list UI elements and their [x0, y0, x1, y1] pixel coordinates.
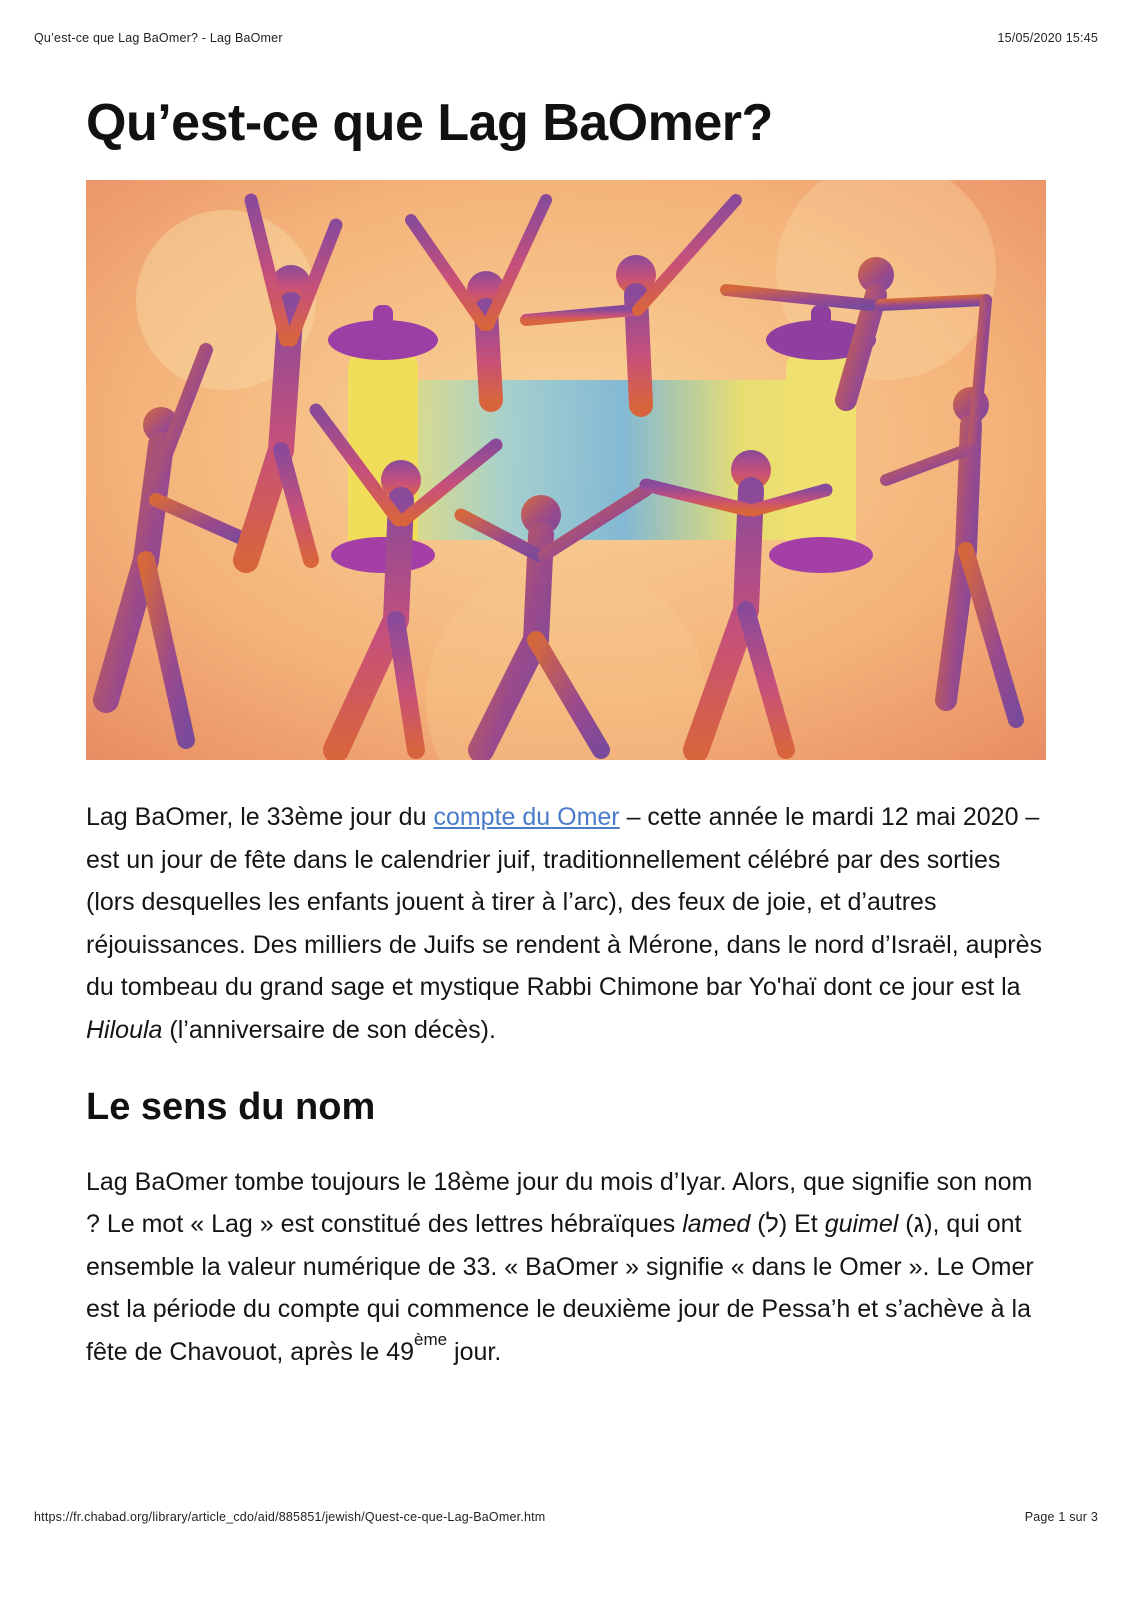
intro-text-3: (l’anniversaire de son décès).	[162, 1015, 496, 1044]
hiloula-term: Hiloula	[86, 1015, 163, 1044]
compte-du-omer-link[interactable]: compte du Omer	[433, 803, 620, 832]
article-title: Qu’est-ce que Lag BaOmer?	[86, 94, 773, 152]
lamed-term: lamed	[682, 1210, 751, 1239]
print-footer	[34, 1510, 1098, 1524]
section-text-3: (ג), qui ont ensemble la valeur numérique de 33. « BaOmer » signifie « dans le Omer ». Le Omer est la période du compte qui commence le deuxième jour de Pessa’h et s’achève à la fête de Chavouot, après le 49	[86, 1210, 1034, 1366]
ordinal-superscript: ème	[414, 1329, 448, 1349]
intro-text-2: – cette année le mardi 12 mai 2020 – est un jour de fête dans le calendrier juif, traditionnellement célébré par des sorties (lors desquelles les enfants jouent à tirer à l’arc), des feux de joie, et d’autres réjouissances. Des milliers de Juifs se rendent à Mérone, dans le nord d’Israël, auprès du tombeau du grand sage et mystique Rabbi Chimone bar Yo'haï dont ce jour est la	[86, 803, 1043, 1002]
print-footer-page: Page 1 sur 3	[1024, 1510, 1098, 1524]
print-header-datetime: 15/05/2020 15:45	[997, 31, 1098, 45]
section-heading: Le sens du nom	[86, 1086, 376, 1129]
print-header-title: Qu’est-ce que Lag BaOmer? - Lag BaOmer	[34, 31, 283, 45]
article	[86, 92, 1046, 1373]
print-footer-url: https://fr.chabad.org/library/article_cdo/aid/885851/jewish/Quest-ce-que-Lag-BaOmer.htm	[34, 1510, 546, 1524]
section-text-1: Lag BaOmer tombe toujours le 18ème jour du mois d’Iyar. Alors, que signifie son nom ? Le mot « Lag » est constitué des lettres hébraïques	[86, 1167, 1033, 1239]
section-paragraph	[86, 1161, 1046, 1374]
intro-text-1: Lag BaOmer, le 33ème jour du	[86, 803, 434, 832]
section-text-4: jour.	[447, 1337, 502, 1366]
guimel-term: guimel	[824, 1210, 899, 1239]
print-header	[34, 31, 1098, 45]
section-text-2: (ל) Et	[750, 1210, 825, 1239]
hero-illustration	[86, 180, 1046, 760]
intro-paragraph	[86, 796, 1046, 1051]
